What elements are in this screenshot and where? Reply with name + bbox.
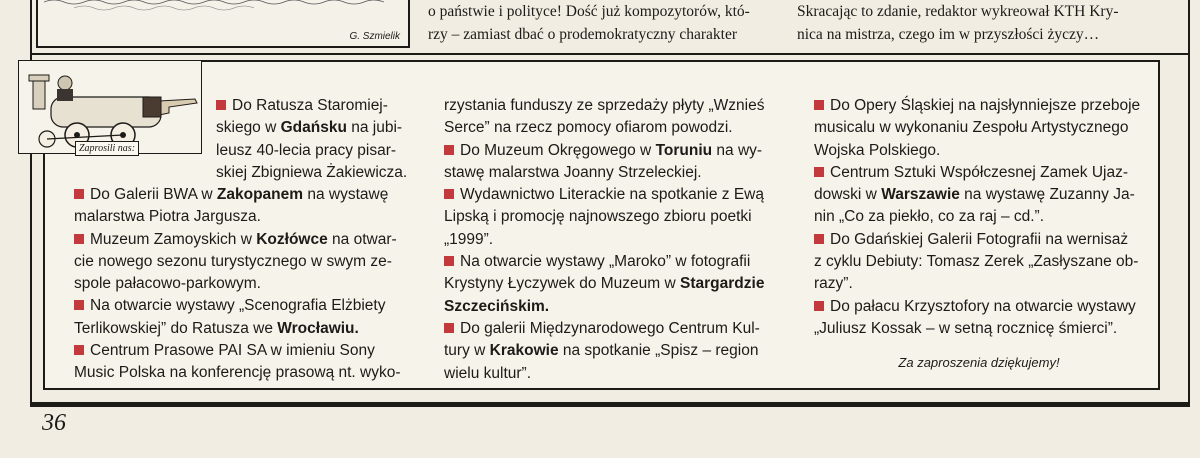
locomotive-illustration (18, 60, 202, 154)
text-line: Wojska Polskiego. (814, 141, 941, 159)
bottom-rule (30, 404, 1190, 407)
column-2: rzystania funduszy ze sprzedaży płyty „Wznieś Serce” na rzecz pomocy ofiarom powodzi. Do Muzeum Okręgowego w Toruniu na wy- stawę malarstwa Joanny Strzeleckiej. Wydawnictwo Literackie na spotkanie z Ewą Lipską i promocję najnowszego zbioru poetki „1999”. Na otwarcie wystawy „Maroko” w fotografii Krystyny Łyczywek do Muzeum w Stargardzie Szczecińskim. Do galerii Międzynarodowego Centrum Kul- tury w Krakowie na spotkanie „Spisz – region wielu kultur”. (444, 95, 764, 385)
text-line: „Juliusz Kossak – w setną rocznicę śmierci”. (814, 319, 1118, 337)
bullet-icon (74, 234, 84, 244)
text-line: leusz 40-lecia pracy pisar- (216, 141, 397, 159)
bullet-icon (814, 167, 824, 177)
artist-signature: G. Szmielik (349, 31, 400, 42)
text-line: nin „Co za piekło, co za raj – cd.”. (814, 208, 1045, 226)
thanks-note: Za zaproszenia dziękujemy! (898, 355, 1060, 371)
bullet-icon (74, 300, 84, 310)
divider-rule (30, 53, 1190, 55)
text-line: Lipską i promocję najnowszego zbioru poetki (444, 208, 752, 226)
bullet-icon (814, 234, 824, 244)
list-item: Do Muzeum Okręgowego w Toruniu na wy- (444, 140, 764, 162)
text-line: o państwie i polityce! Dość już kompozytorów, któ- (428, 3, 750, 20)
bullet-icon (216, 100, 226, 110)
text-line: stawę malarstwa Joanny Strzeleckiej. (444, 163, 702, 181)
list-item: Centrum Prasowe PAI SA w imieniu Sony (74, 340, 401, 362)
list-item: Do Galerii BWA w Zakopanem na wystawę (74, 184, 401, 206)
text-line: z cyklu Debiuty: Tomasz Zerek „Zasłyszane ob- (814, 253, 1139, 271)
list-item: Muzeum Zamoyskich w Kozłówce na otwar- (74, 229, 401, 251)
bullet-icon (814, 301, 824, 311)
bullet-icon (444, 189, 454, 199)
list-item: Na otwarcie wystawy „Scenografia Elżbiety (74, 295, 401, 317)
text-line: cie nowego sezonu turystycznego w swym ze- (74, 252, 392, 270)
bullet-icon (444, 256, 454, 266)
list-item: Do Ratusza Staromiej- (216, 95, 407, 117)
text-line: rzy – zamiast dbać o prodemokratyczny charakter (428, 26, 737, 43)
text-line: rzystania funduszy ze sprzedaży płyty „Wznieś (444, 97, 765, 114)
text-line: malarstwa Piotra Jargusza. (74, 208, 261, 226)
bullet-icon (444, 323, 454, 333)
text-line: Skracając to zdanie, redaktor wykreował KTH Kry- (797, 3, 1119, 20)
list-item: Do Gdańskiej Galerii Fotografii na wernisaż (814, 229, 1144, 251)
text-line: wielu kultur”. (444, 364, 531, 382)
column-1: Do Ratusza Staromiej- skiego w Gdańsku na jubi- leusz 40-lecia pracy pisar- skiej Zbigniewa Żakiewicza. (216, 95, 407, 184)
bullet-icon (74, 345, 84, 355)
text-line: musicalu w wykonaniu Zespołu Artystycznego (814, 119, 1129, 137)
list-item: Na otwarcie wystawy „Maroko” w fotografii (444, 251, 764, 273)
bullet-icon (74, 189, 84, 199)
text-line: Szczecińskim. (444, 297, 550, 315)
column-3: Do Opery Śląskiej na najsłynniejsze przeboje musicalu w wykonaniu Zespołu Artystycznego Wojska Polskiego. Centrum Sztuki Współczesnej Zamek Ujaz- dowski w Warszawie na wystawę Zuzanny Ja- nin „Co za piekło, co za raj – cd.”. Do Gdańskiej Galerii Fotografii na wernisaż z cyklu Debiuty: Tomasz Zerek „Zasłyszane ob- razy”. Do pałacu Krzysztofory na otwarcie wystawy „Juliusz Kossak – w setną rocznicę śmierci”. Za zaproszenia dziękujemy! (814, 95, 1144, 375)
text-line: razy”. (814, 275, 853, 293)
page-number: 36 (42, 410, 66, 436)
list-item: Do galerii Międzynarodowego Centrum Kul- (444, 318, 764, 340)
column-1-lower: Do Galerii BWA w Zakopanem na wystawę malarstwa Piotra Jargusza. Muzeum Zamoyskich w Kozłówce na otwar- cie nowego sezonu turystycznego w swym ze- spole pałacowo-parkowym. Na otwarcie wystawy „Scenografia Elżbiety Terlikowskiej” do Ratusza we Wrocławiu. Centrum Prasowe PAI SA w imieniu Sony Music Polska na konferencję prasową nt. wyko- (74, 184, 401, 385)
text-line: nica na mistrza, czego im w przyszłości życzy… (797, 26, 1100, 43)
list-item: Centrum Sztuki Współczesnej Zamek Ujaz- (814, 162, 1144, 184)
list-item: Do pałacu Krzysztofory na otwarcie wystawy (814, 296, 1144, 318)
text-line: Serce” na rzecz pomocy ofiarom powodzi. (444, 119, 733, 137)
list-item: Do Opery Śląskiej na najsłynniejsze przeboje (814, 95, 1144, 117)
text-line: skiej Zbigniewa Żakiewicza. (216, 163, 408, 181)
bullet-icon (814, 100, 824, 110)
bullet-icon (444, 145, 454, 155)
locomotive-hand-icon (19, 61, 201, 153)
text-line: Music Polska na konferencję prasową nt. wyko- (74, 364, 401, 382)
text-line: „1999”. (444, 230, 494, 248)
text-line: spole pałacowo-parkowym. (74, 275, 261, 293)
list-item: Wydawnictwo Literackie na spotkanie z Ewą (444, 184, 764, 206)
illustration-caption: Zaprosili nas: (75, 141, 139, 156)
